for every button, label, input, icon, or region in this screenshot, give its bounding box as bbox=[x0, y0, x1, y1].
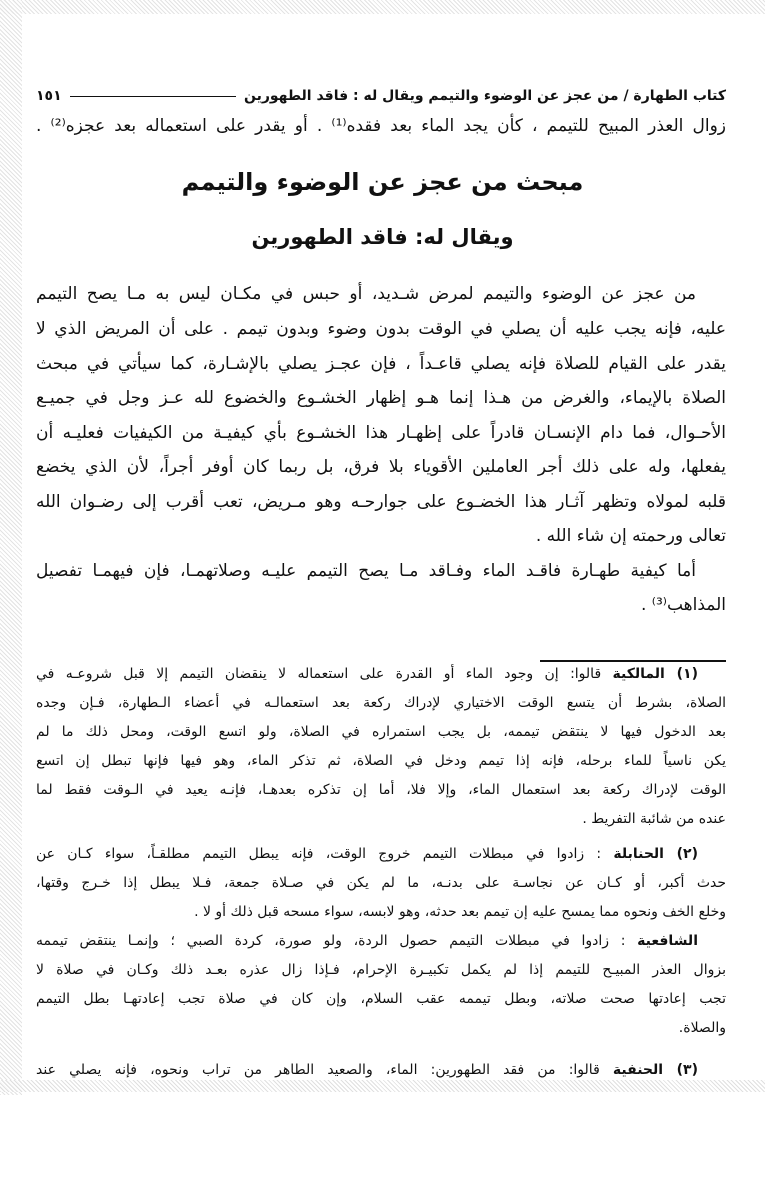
footnote-text: وخلع الخف ونحوه مما يمسح عليه إن تيمم بعد حدثه، وهو لابسه، سواء مسحه قبل ذلك أو لا . bbox=[194, 904, 726, 920]
footnote-line bbox=[36, 811, 726, 827]
body-line: تعالى ورحمته إن شاء الله . bbox=[535, 526, 726, 546]
body-line: الأحـوال، فما دام الإنسـان قادراً على إظهـار هذا الخشـوع بأي كيفيـة من الكيفيات فعليـه أن bbox=[36, 423, 726, 443]
scan-border-top bbox=[0, 0, 765, 14]
footnote-line bbox=[36, 846, 698, 862]
footnote-line bbox=[36, 1062, 698, 1078]
section-title: مبحث من عجز عن الوضوء والتيمم bbox=[181, 168, 584, 196]
footnote-text: الوقت لإدراك ركعة بعد استعمال الماء، وإلا فلا، أما إن تذكره بعدهـا، فإنـه يعيد في الـوقت فقط لما bbox=[36, 782, 726, 798]
body-line: قلبه لمولاه وتظهر آثـار هذا الخضـوع على جوارحـه وهو مـريض، تعب أقرب إلى رضـوان الله bbox=[36, 492, 726, 512]
body-line: يفعلها، وله على ذلك أجر العاملين الأقوياء بلا فرق، بل ربما كان أوفر أجراً، لأن الذي يخضع bbox=[36, 457, 726, 477]
footnote-line bbox=[36, 933, 698, 949]
footnote-line bbox=[36, 753, 726, 769]
footnote-line bbox=[36, 666, 698, 682]
footnote-text: حدث أكبر، أو كـان عن نجاسـة على بدنـه، ما لم يكن في صـلاة جمعة، فـلا يبطل إذا خـرج وقتها، bbox=[36, 875, 726, 891]
footnote-school: (١) المالكية bbox=[612, 666, 698, 682]
footnote-text: يكن ناسياً للماء برحله، فإنه إذا تيمم ودخل في الصلاة، ثم تذكر الماء، وهو فيها فإنها تبطل إن اتسع bbox=[36, 753, 726, 769]
footnote-school: (٢) الحنابلة bbox=[613, 846, 698, 862]
body-line: من عجز عن الوضوء والتيمم لمرض شـديد، أو حبس في مكـان ليس به مـا يصح التيمم bbox=[36, 284, 696, 304]
footnote-school: الشافعية bbox=[637, 933, 698, 949]
footnote-text: قالوا: إن وجود الماء أو القدرة على استعماله لا ينقضان التيمم إلا قبل شروعـه في bbox=[36, 666, 602, 682]
footnote-line bbox=[36, 962, 726, 978]
body-line: الصلاة بالإيماء، والغرض من هـذا إنما هـو إظهار الخشـوع والخضوع لله عـز وجل في جميـع bbox=[36, 388, 726, 408]
footnote-line bbox=[36, 1020, 726, 1036]
footnote-text: بزوال العذر المبيـح للتيمم إذا لم يكمل تكبيـرة الإحرام، فـإذا زال عذره بعـد ذلك وكـان في صلاة لا bbox=[36, 962, 726, 978]
scan-border-left bbox=[0, 0, 22, 1095]
footnote-line bbox=[36, 875, 726, 891]
footnote-text: : زادوا في مبطلات التيمم حصول الردة، ولو صورة، كردة الصبي ؛ وإنمـا ينتقض تيممه bbox=[36, 933, 626, 949]
footnote-line bbox=[36, 724, 726, 740]
body-line: يقدر على القيام للصلاة فإنه يصلي قاعـداً ، فإن عجـز يصلي بالإشـارة، كما سيأتي في مبحث bbox=[36, 354, 726, 374]
page-number: ١٥١ bbox=[36, 88, 62, 104]
footnote-separator bbox=[540, 660, 726, 662]
body-line: المذاهب⁽³⁾ . bbox=[640, 595, 726, 615]
footnote-line bbox=[36, 991, 726, 1007]
footnote-text: والصلاة. bbox=[678, 1020, 726, 1036]
running-header bbox=[36, 88, 726, 104]
footnote-line bbox=[36, 904, 726, 920]
body-line: عليه، فإنه يجب عليه أن يصلي في الوقت بدون وضوء وبدون تيمم . على أن المريض الذي لا bbox=[36, 319, 726, 339]
footnote-text: بعد الدخول فيها لا ينتقض تيممه، بل يجب استمراره في الصلاة، ولو اتسع الوقت، ومحل ذلك ما لم bbox=[36, 724, 726, 740]
footnote-text: تجب إعادتها صحت صلاته، وبطل تيممه عقب السلام، وإن كان في صلاة تجب إعادتهـا بطل التيمم bbox=[36, 991, 726, 1007]
footnote-text: قالوا: من فقد الطهورين: الماء، والصعيد الطاهر من تراب ونحوه، فإنه يصلي عند bbox=[36, 1062, 600, 1078]
footnote-text: الصلاة، بشرط أن يتسع الوقت الاختياري لإدراك ركعة بعد استعمالـه في أعضاء الـطهارة، فـإن وجده bbox=[36, 695, 726, 711]
footnote-school: (٣) الحنفية bbox=[612, 1062, 698, 1078]
header-rule bbox=[70, 96, 236, 97]
body-line: أما كيفية طهـارة فاقـد الماء وفـاقد مـا يصح التيمم عليـه وصلاتهمـا، فإن فيهمـا تفصيل bbox=[36, 561, 696, 581]
footnote-text: عنده من شائبة التفريط . bbox=[582, 811, 726, 827]
section-subtitle: ويقال له: فاقد الطهورين bbox=[251, 225, 514, 249]
running-title: كتاب الطهارة / من عجز عن الوضوء والتيمم ويقال له : فاقد الطهورين bbox=[243, 88, 726, 104]
opening-line: زوال العذر المبيح للتيمم ، كأن يجد الماء بعد فقده⁽¹⁾ . أو يقدر على استعماله بعد عجزه⁽²⁾ . bbox=[36, 116, 727, 136]
footnote-text: : زادوا في مبطلات التيمم خروج الوقت، فإنه يبطل التيمم مطلقـاً، سواء كـان عن bbox=[36, 846, 602, 862]
footnote-line bbox=[36, 695, 726, 711]
footnote-line bbox=[36, 782, 726, 798]
scan-border-bottom bbox=[0, 1080, 765, 1092]
